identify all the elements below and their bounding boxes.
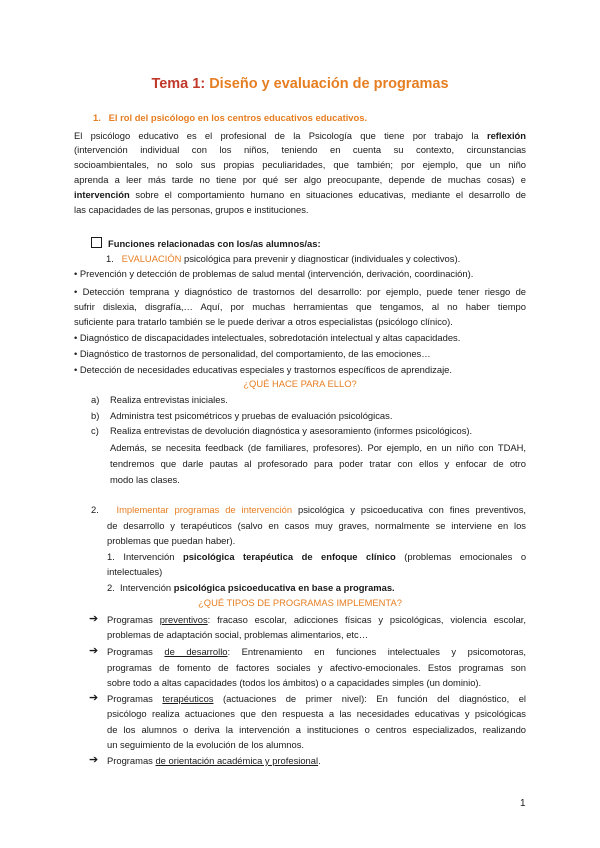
program-item-terapeuticos: Programas terapéuticos (actuaciones de primer nivel): En función del diagnóstico, el	[107, 693, 527, 704]
bullet-item: • Detección de necesidades educativas especiales y trastornos específicos de aprendizaje.	[74, 364, 452, 375]
paragraph-line: socioambientales, no solo sus propias peculiaridades, que también; por ejemplo, que un niño	[74, 159, 526, 170]
program-item-continuation: sobre todo a altas capacidades (todos los ámbitos) o a capacidades simples (un dominio).	[107, 677, 482, 688]
program-item-orientacion: Programas de orientación académica y profesional.	[107, 755, 321, 766]
checkbox-icon	[91, 237, 102, 248]
paragraph-line: aprenda a leer más tarde no tiene por qué ser algo preocupante, depende de muchas cosas) e	[74, 174, 526, 185]
bullet-item: • Diagnóstico de discapacidades intelectuales, sobredotación intelectual y altas capacidades.	[74, 332, 461, 343]
program-item-desarrollo: Programas de desarrollo: Entrenamiento en funciones intelectuales y psicomotoras,	[107, 646, 526, 657]
bullet-item: sufrir dislexia, disgrafía,… Aquí, por muchas herramientas que tengamos, al no haber tiempo	[74, 301, 526, 312]
bullet-item: • Diagnóstico de trastornos de personalidad, del comportamiento, de las emociones…	[74, 348, 431, 359]
list-item: Realiza entrevistas de devolución diagnóstica y asesoramiento (informes psicológicos).	[110, 425, 473, 436]
list-item-continuation: tendremos que darle pautas al profesorado para poder tratar con ellos y enfocar de otro	[110, 458, 526, 469]
program-item-continuation: problemas de adaptación social, problemas alimentarios, etc…	[107, 629, 369, 640]
sub-item-1: 1. Intervención psicológica terapéutica de enfoque clínico (problemas emocionales o	[107, 551, 527, 562]
list-item-continuation: problemas que puedan haber).	[107, 535, 236, 546]
arrow-right-icon: ➔	[89, 754, 99, 766]
list-item-2: 2. Implementar programas de intervención psicológica y psicoeducativa con fines preventivos,	[91, 504, 527, 515]
list-item-continuation: de desarrollo y terapéuticos (salvo en casos muy graves, normalmente se interviene en los	[107, 520, 526, 531]
funciones-heading: Funciones relacionadas con los/as alumnos/as:	[91, 237, 321, 250]
arrow-right-icon: ➔	[89, 613, 99, 625]
arrow-right-icon: ➔	[89, 692, 99, 704]
question-heading: ¿QUÉ HACE PARA ELLO?	[243, 378, 357, 389]
program-item-continuation: de los alumnos o deriva la intervención a instituciones o centros especializados, realizando	[107, 724, 526, 735]
list-item: Realiza entrevistas iniciales.	[110, 394, 228, 405]
list-label: b)	[91, 410, 100, 421]
list-item-continuation: Además, se necesita feedback (de familiares, profesores). Por ejemplo, en un niño con TDAH,	[110, 442, 526, 453]
bullet-item: • Detección temprana y diagnóstico de trastornos del desarrollo: por ejemplo, puede tener riesgo de	[74, 286, 526, 297]
program-item-continuation: psicólogo realiza actuaciones que den respuesta a las necesidades educativas y psicológicas	[107, 708, 526, 719]
sub-item-continuation: intelectuales)	[107, 566, 163, 577]
page-number: 1	[520, 798, 526, 809]
paragraph-line: El psicólogo educativo es el profesional de la Psicología que tiene por trabajo la reflexión	[74, 130, 527, 141]
bullet-item: • Prevención y detección de problemas de salud mental (intervención, derivación, coordinación).	[74, 268, 474, 279]
question-heading: ¿QUÉ TIPOS DE PROGRAMAS IMPLEMENTA?	[198, 597, 402, 608]
paragraph-line: las capacidades de las personas, grupos e instituciones.	[74, 204, 309, 215]
list-label: a)	[91, 394, 100, 405]
arrow-right-icon: ➔	[89, 645, 99, 657]
page-title: Tema 1: Diseño y evaluación de programas	[151, 76, 449, 92]
sub-item-2: 2. Intervención psicológica psicoeducativa en base a programas.	[107, 582, 395, 593]
program-item-continuation: un seguimiento de la evolución de los alumnos.	[107, 739, 304, 750]
program-item-preventivos: Programas preventivos: fracaso escolar, adicciones físicas y psicológicas, violencia escolar,	[107, 614, 526, 625]
bullet-item: suficiente para tratarlo también se le puede derivar a otros especialistas (psicólogo clínico).	[74, 316, 453, 327]
program-item-continuation: programas de fomento de factores sociales y afectivo-emocionales. Estos programas son	[107, 662, 526, 673]
list-label: c)	[91, 425, 99, 436]
list-item: Administra test psicométricos y pruebas de evaluación psicológicas.	[110, 410, 393, 421]
paragraph-line: (intervención individual con los niños, teniendo en cuenta su contexto, circunstancias	[74, 144, 526, 155]
list-item-continuation: modo las clases.	[110, 474, 180, 485]
list-item-1: 1. EVALUACIÓN psicológica para prevenir y diagnosticar (individuales y colectivos).	[106, 253, 461, 264]
section-1-heading: 1. El rol del psicólogo en los centros educativos educativos.	[93, 112, 368, 123]
paragraph-line: intervención sobre el comportamiento humano en situaciones educativas, mediante el desarrollo de	[74, 189, 526, 200]
